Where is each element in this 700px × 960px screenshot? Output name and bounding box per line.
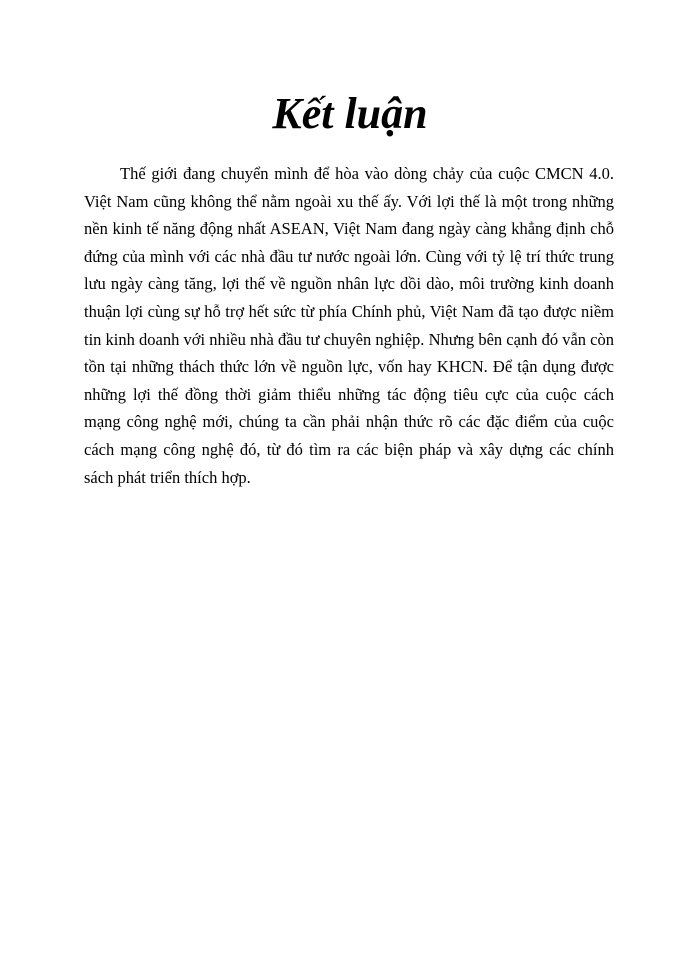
page-title: Kết luận bbox=[272, 89, 428, 138]
conclusion-paragraph: Thế giới đang chuyển mình để hòa vào dòng chảy của cuộc CMCN 4.0. Việt Nam cũng không thể nằm ngoài xu thế ấy. Với lợi thế là một trong những nền kinh tế năng động nhất ASEAN, Việt Nam đang ngày càng khẳng định chỗ đứng của mình với các nhà đầu tư nước ngoài lớn. Cùng với tỷ lệ trí thức trung lưu ngày càng tăng, lợi thế về nguồn nhân lực dồi dào, môi trường kinh doanh thuận lợi cùng sự hỗ trợ hết sức từ phía Chính phủ, Việt Nam đã tạo được niềm tin kinh doanh với nhiều nhà đầu tư chuyên nghiệp. Nhưng bên cạnh đó vẫn còn tồn tại những thách thức lớn về nguồn lực, vốn hay KHCN. Để tận dụng được những lợi thế đồng thời giảm thiểu những tác động tiêu cực của cuộc cách mạng công nghệ mới, chúng ta cần phải nhận thức rõ các đặc điểm của cuộc cách mạng công nghệ đó, từ đó tìm ra các biện pháp và xây dựng các chính sách phát triển thích hợp. bbox=[84, 164, 614, 487]
